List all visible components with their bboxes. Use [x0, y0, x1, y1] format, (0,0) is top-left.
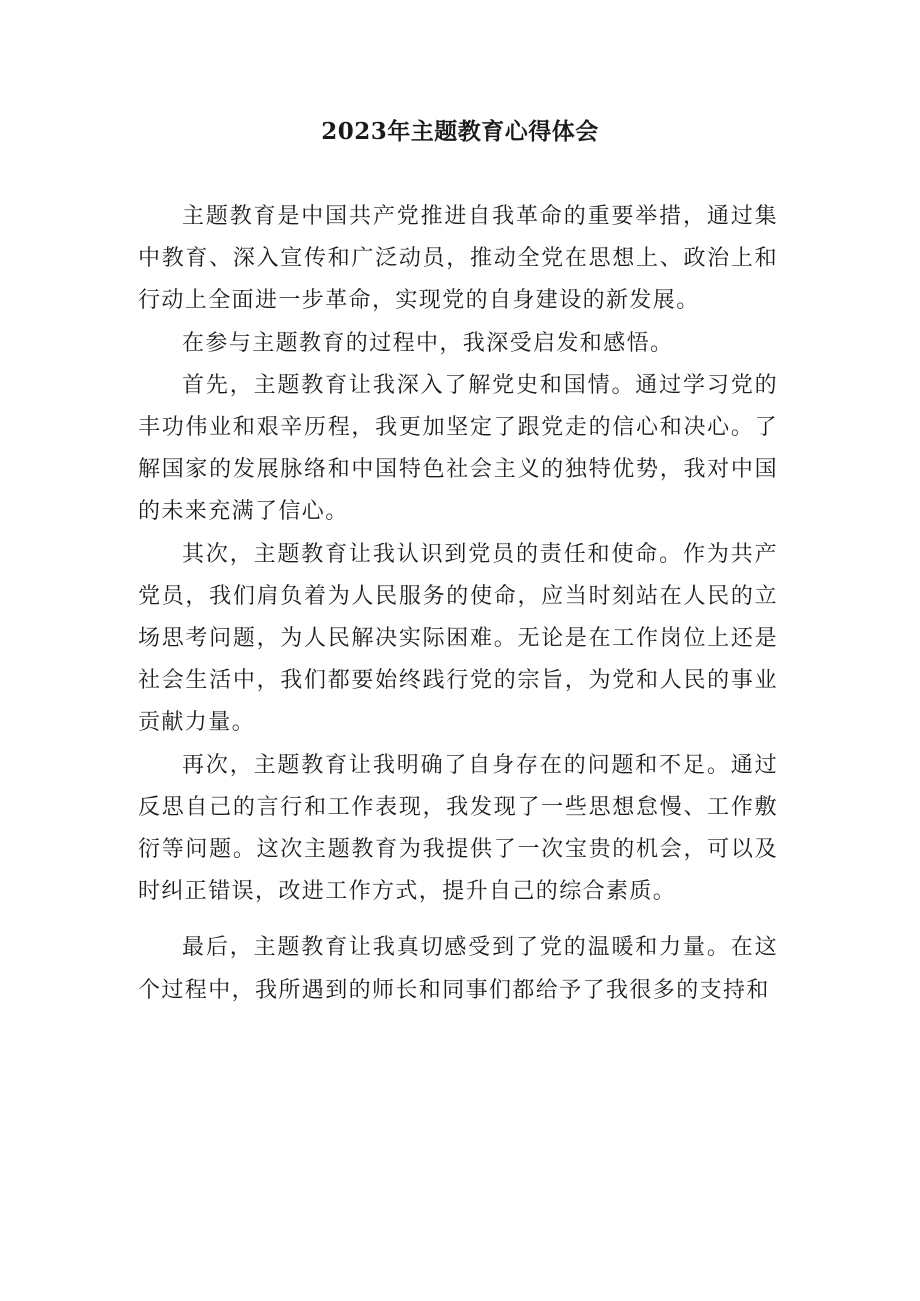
- paragraph-reflection: 在参与主题教育的过程中，我深受启发和感悟。: [182, 330, 674, 356]
- paragraph-last: 最后，主题教育让我真切感受到了党的温暖和力量。在这个过程中，我所遇到的师长和同事们都给予了我很多的支持和: [138, 935, 778, 1003]
- paragraph-intro: 主题教育是中国共产党推进自我革命的重要举措，通过集中教育、深入宣传和广泛动员，推动全党在思想上、政治上和行动上全面进一步革命，实现党的自身建设的新发展。: [138, 204, 778, 314]
- paragraph-first: 首先，主题教育让我深入了解党史和国情。通过学习党的丰功伟业和艰辛历程，我更加坚定了跟党走的信心和决心。了解国家的发展脉络和中国特色社会主义的独特优势，我对中国的未来充满了信心。: [138, 372, 778, 525]
- paragraph-second: 其次，主题教育让我认识到党员的责任和使命。作为共产党员，我们肩负着为人民服务的使命，应当时刻站在人民的立场思考问题，为人民解决实际困难。无论是在工作岗位上还是社会生活中，我们都要始终践行党的宗旨，为党和人民的事业贡献力量。: [138, 541, 778, 736]
- document-title: 2023年主题教育心得体会: [321, 118, 599, 145]
- paragraph-third: 再次，主题教育让我明确了自身存在的问题和不足。通过反思自己的言行和工作表现，我发现了一些思想怠慢、工作敷衍等问题。这次主题教育为我提供了一次宝贵的机会，可以及时纠正错误，改进工作方式，提升自己的综合素质。: [138, 752, 778, 905]
- document-body: [138, 196, 778, 1012]
